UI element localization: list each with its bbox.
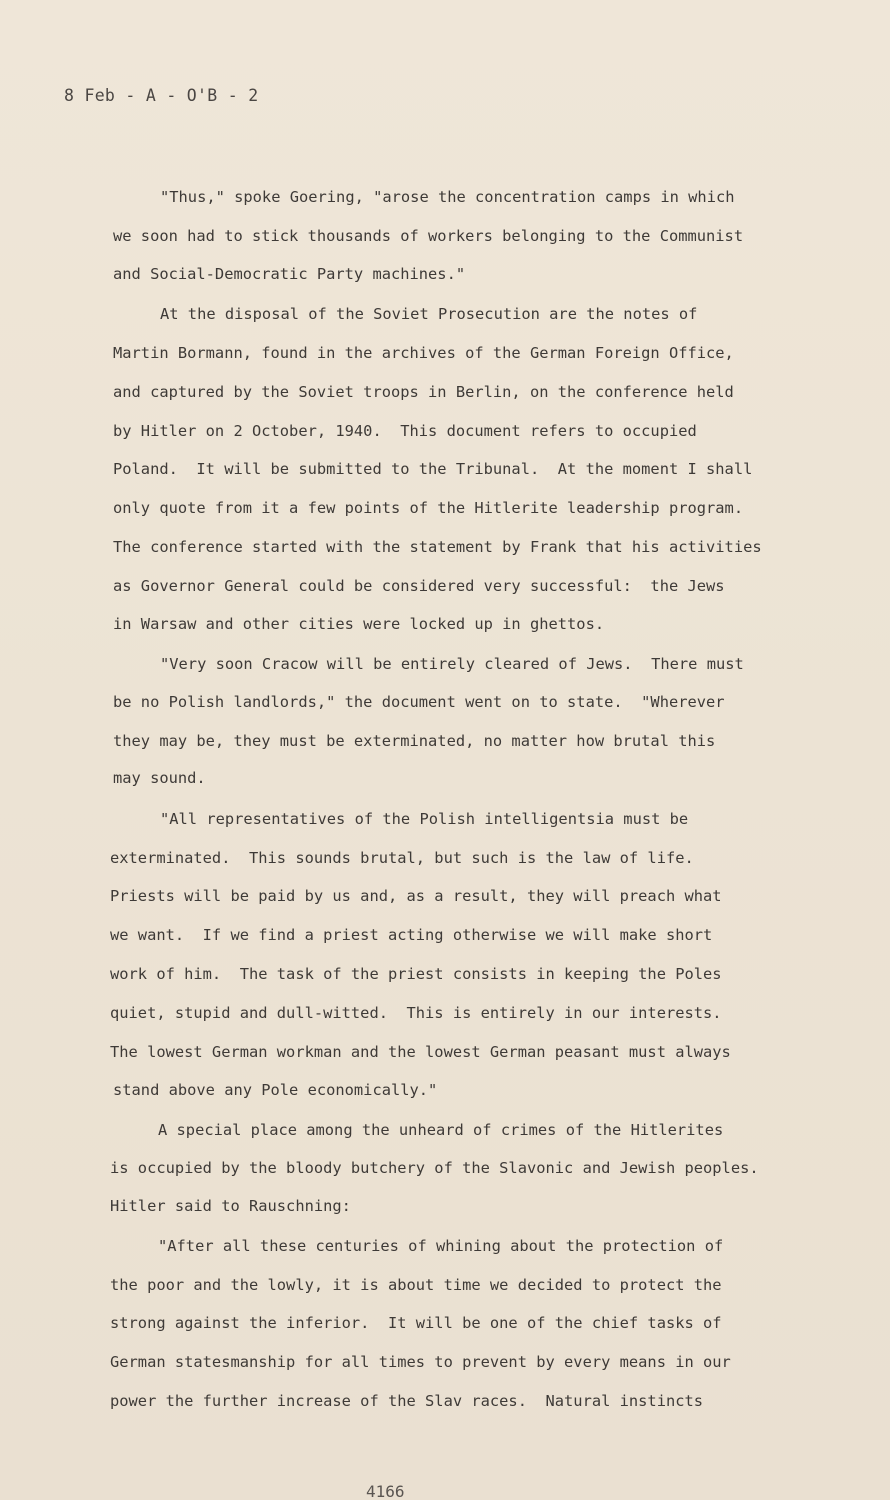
text-line: Hitler said to Rauschning: xyxy=(110,1197,351,1215)
text-line: we soon had to stick thousands of workers belonging to the Communist xyxy=(113,227,744,245)
text-line: they may be, they must be exterminated, no matter how brutal this xyxy=(113,732,716,750)
text-line: in Warsaw and other cities were locked up in ghettos. xyxy=(113,615,605,633)
text-line: is occupied by the bloody butchery of the Slavonic and Jewish peoples. xyxy=(110,1159,759,1177)
text-line: stand above any Pole economically." xyxy=(113,1081,438,1099)
text-line: German statesmanship for all times to prevent by every means in our xyxy=(110,1353,731,1371)
text-line: we want. If we find a priest acting otherwise we will make short xyxy=(110,926,713,944)
text-line: as Governor General could be considered very successful: the Jews xyxy=(113,577,725,595)
text-line: be no Polish landlords," the document went on to state. "Wherever xyxy=(113,693,725,711)
text-line: "Very soon Cracow will be entirely cleared of Jews. There must xyxy=(160,655,744,673)
text-line: the poor and the lowly, it is about time we decided to protect the xyxy=(110,1276,722,1294)
text-line: The conference started with the statement by Frank that his activities xyxy=(113,538,762,556)
text-line: work of him. The task of the priest consists in keeping the Poles xyxy=(110,965,722,983)
document-reference: 8 Feb - A - O'B - 2 xyxy=(64,86,259,105)
text-line: Poland. It will be submitted to the Tribunal. At the moment I shall xyxy=(113,460,753,478)
text-line: "After all these centuries of whining about the protection of xyxy=(158,1237,724,1255)
text-line: strong against the inferior. It will be one of the chief tasks of xyxy=(110,1314,722,1332)
text-line: Martin Bormann, found in the archives of the German Foreign Office, xyxy=(113,344,734,362)
text-line: by Hitler on 2 October, 1940. This document refers to occupied xyxy=(113,422,697,440)
text-line: At the disposal of the Soviet Prosecution are the notes of xyxy=(160,305,698,323)
text-line: "Thus," spoke Goering, "arose the concentration camps in which xyxy=(160,188,735,206)
text-line: "All representatives of the Polish intelligentsia must be xyxy=(160,810,689,828)
text-line: may sound. xyxy=(113,769,206,787)
text-line: quiet, stupid and dull-witted. This is entirely in our interests. xyxy=(110,1004,722,1022)
text-line: Priests will be paid by us and, as a result, they will preach what xyxy=(110,887,722,905)
text-line: and captured by the Soviet troops in Berlin, on the conference held xyxy=(113,383,734,401)
text-line: The lowest German workman and the lowest German peasant must always xyxy=(110,1043,731,1061)
page-number: 4166 xyxy=(366,1482,405,1500)
text-line: power the further increase of the Slav races. Natural instincts xyxy=(110,1392,704,1410)
text-line: only quote from it a few points of the Hitlerite leadership program. xyxy=(113,499,744,517)
text-line: and Social-Democratic Party machines." xyxy=(113,265,466,283)
text-line: exterminated. This sounds brutal, but such is the law of life. xyxy=(110,849,694,867)
text-line: A special place among the unheard of crimes of the Hitlerites xyxy=(158,1121,724,1139)
